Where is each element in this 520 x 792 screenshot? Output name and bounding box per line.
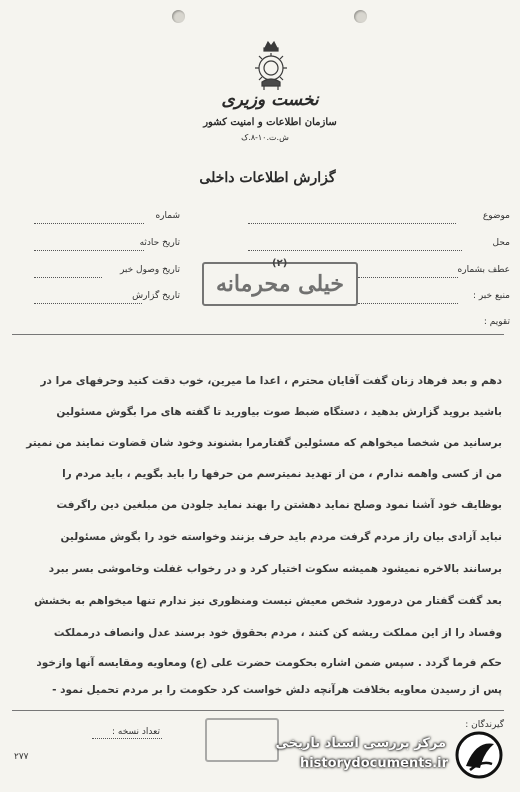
copies-line <box>92 738 162 739</box>
field-subject-line <box>248 223 456 224</box>
field-source-line <box>358 303 458 304</box>
body-line: باشید برويد گزارش بدهید ، دستگاه ضبط صوت بیاورید تا گفته های مرا بگوش مسئولین <box>56 406 502 418</box>
classification-stamp-number: (۲) <box>272 258 288 269</box>
field-place-line <box>248 250 462 251</box>
punch-hole-right <box>354 10 367 23</box>
body-line: بوظایف خود آشنا نمود وصلح نمايد دهشتن را بهند نماید جلودن من مبلغین دین راگرفت <box>56 499 502 511</box>
body-line: بعد گفت گفتار من درمورد شخص معیش نیست ومنظوری نیز ندارم تنها میخواهم به بخشش <box>34 595 502 607</box>
body-line: پس از رسیدن معاویه بخلافت هرآنچه دلش خواست کرد حکومت را بر مردم تحمیل نمود - <box>52 684 502 696</box>
archive-watermark <box>212 726 512 782</box>
body-line: برسانید من شخصا میخواهم که مسئولین گفتارمرا بشنوند وخود شان قضاوت نمایند من نمیتر <box>26 437 502 449</box>
body-line: دهم و بعد فرهاد زنان گفت آقایان محترم ، اعدا ما میرین، خوب دقت کنید وحرفهای مرا در <box>40 375 502 387</box>
readers-label: گیرندگان : <box>465 720 504 730</box>
body-line: نباید آزادی بیان راز مردم گرفت مردم باید حرف بزنند وخواسته خود را بگوش مسئولین <box>60 531 502 543</box>
organization-name: سازمان اطلاعات و امنیت کشور <box>203 117 337 128</box>
classification-stamp-text: خیلی محرمانه <box>215 271 345 297</box>
field-number-line <box>34 223 144 224</box>
body-line: حکم فرما گردد . سپس ضمن اشاره بحکومت حضرت علی (ع) ومعاویه ومقایسه آنها وازخود <box>36 657 502 669</box>
archive-logo-icon <box>454 730 504 780</box>
field-incident-date-line <box>34 250 144 251</box>
field-place-label: محل <box>492 238 510 248</box>
field-subject-label: موضوع <box>482 211 510 221</box>
office-name: نخست وزیری <box>221 90 319 110</box>
field-reference-line <box>358 277 458 278</box>
body-line: من از کسی واهمه ندارم ، من از تهدید نمیترسم من حرفها را باید بگویم ، باید مردم را <box>62 468 502 480</box>
copies-label: تعداد نسخه : <box>111 727 160 737</box>
field-number-label: شماره <box>155 211 180 221</box>
footer-divider <box>12 710 504 711</box>
field-report-date-label: تاریخ گزارش <box>132 291 180 301</box>
form-code: ش.ت.۱۰-۸.ک <box>241 133 289 142</box>
body-line: وفساد را از این مملکت ریشه کن کنند ، مردم بحقوق خود برسند عدل وانصاف درمملکت <box>53 627 502 639</box>
punch-hole-left <box>172 10 185 23</box>
field-source-label: منبع خبر : <box>472 291 510 301</box>
field-calendar-label: تقویم : <box>483 317 510 327</box>
side-number: ۲۷۷ <box>14 752 29 762</box>
report-title: گزارش اطلاعات داخلی <box>199 170 336 186</box>
field-incident-date-label: تاریخ حادثه <box>139 238 180 248</box>
field-report-date-line <box>34 303 142 304</box>
field-reference-label: عطف بشماره <box>457 265 510 275</box>
field-receipt-date-line <box>34 277 102 278</box>
lion-and-sun-emblem-icon <box>250 38 292 92</box>
body-line: برسانند بالاخره نمیشود همیشه سکوت اختیار کرد و در رخواب غفلت وخاموشی بسر ببرد <box>48 563 502 575</box>
watermark-url: historydocuments.ir <box>299 756 448 771</box>
header-divider <box>12 334 504 335</box>
field-receipt-date-label: تاریخ وصول خبر <box>119 265 180 275</box>
watermark-title: مرکز بررسی اسناد تاریخی <box>275 736 446 751</box>
